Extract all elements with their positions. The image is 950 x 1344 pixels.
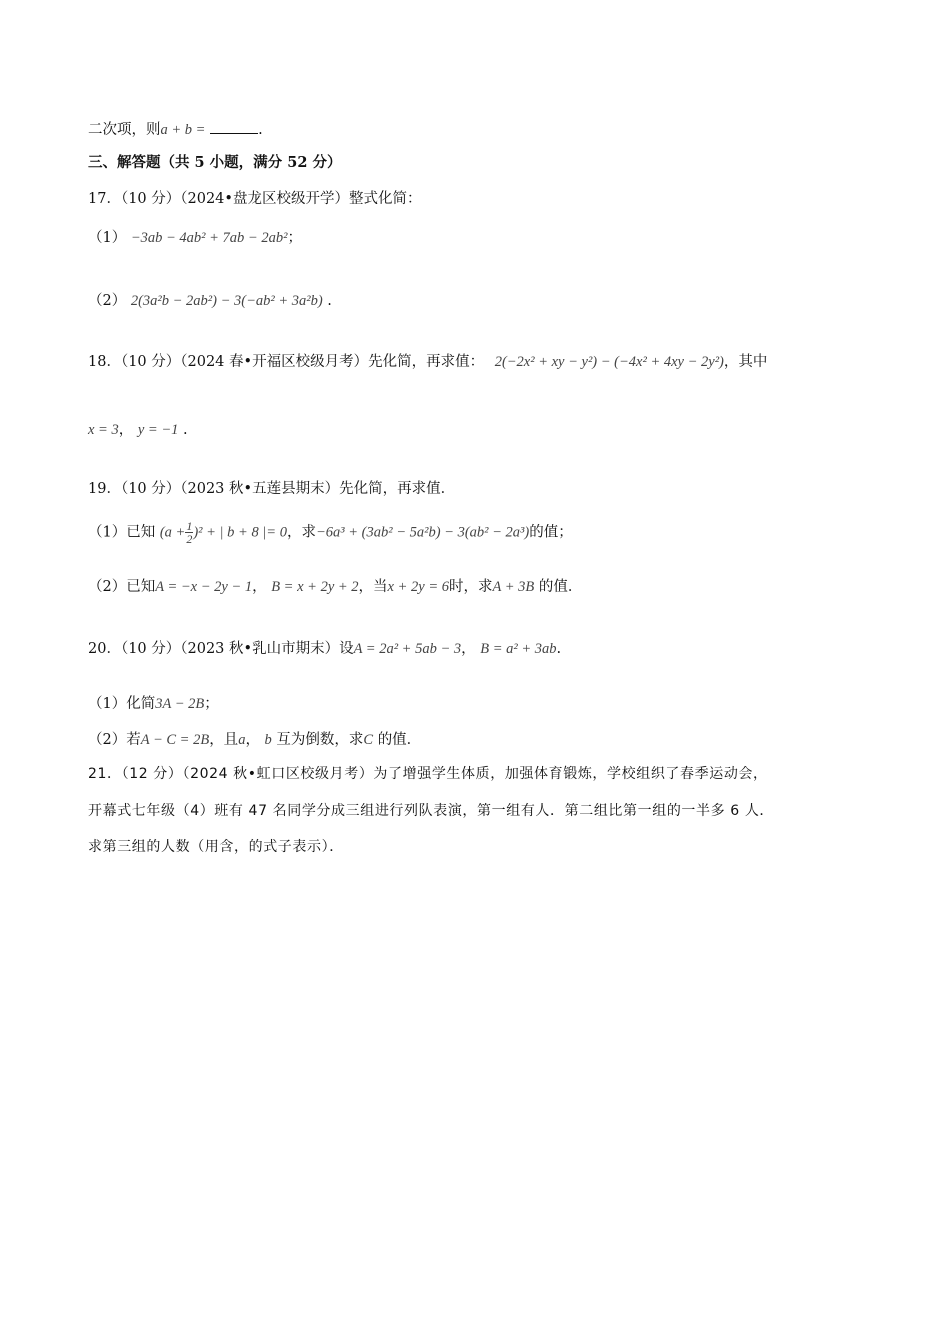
- q20-p2-a: a: [238, 732, 246, 748]
- q17-p2-label: （2）: [88, 293, 127, 309]
- intro-end: .: [258, 122, 263, 138]
- q20-p2-and: ，且: [209, 732, 239, 748]
- q20-head-line: [88, 637, 561, 658]
- q17-p2-end: .: [327, 293, 332, 309]
- q19-part1: [88, 520, 573, 545]
- q19-p1-cond-a: (a +: [159, 524, 186, 541]
- section-title: 三、解答题（共 5 小题，满分 52 分）: [88, 154, 342, 171]
- q20-p1-math: 3A − 2B: [155, 696, 205, 712]
- q19-p1-frac-num: 1: [186, 519, 193, 533]
- q20-p2-end: 的值．: [377, 732, 422, 748]
- q18-y-value: y = −1: [137, 422, 179, 438]
- q19-p1-label: （1）已知: [88, 524, 156, 541]
- q17-part2: [88, 289, 332, 310]
- q18-tail: ，其中: [723, 354, 768, 370]
- q19-p2-label: （2）已知: [88, 579, 156, 595]
- q19-p1-end: 的值；: [529, 524, 573, 541]
- q20-p2-C: C: [363, 732, 374, 748]
- q17-p2-math: 2(3a²b − 2ab²) − 3(−ab² + 3a²b): [130, 293, 323, 309]
- q18-head: 18．（10 分）（2024 春•开福区校级月考）先化简，再求值：: [88, 354, 485, 370]
- q19-p2-end: 的值．: [538, 579, 583, 595]
- q18-x-value: x = 3: [88, 422, 119, 438]
- q18-line1: [88, 350, 767, 371]
- q19-p1-expr: −6a³ + (3ab² − 5a²b) − 3(ab² − 2a³): [315, 524, 530, 541]
- q20-p1-label: （1）化简: [88, 696, 156, 712]
- q20-part2: [88, 728, 421, 749]
- q20-p2-b: b: [264, 732, 272, 748]
- q20-p2-label: （2）若: [88, 732, 141, 748]
- q18-line2: [88, 418, 188, 439]
- q17-part1: [88, 226, 302, 247]
- q19-head: 19．（10 分）（2023 秋•五莲县期末）先化简，再求值．: [88, 481, 456, 497]
- q19-p2-comma: ，: [252, 579, 267, 595]
- intro-line: [88, 118, 263, 139]
- q19-p2-then: 时，求: [449, 579, 493, 595]
- q18-end: .: [182, 422, 188, 438]
- q20-B: B = a² + 3ab: [480, 641, 557, 657]
- intro-text: 二次项，则: [88, 122, 161, 138]
- q18-expr: 2(−2x² + xy − y²) − (−4x² + 4xy − 2y²): [494, 354, 724, 370]
- q20-p2-comma: ，: [245, 732, 260, 748]
- q17-p1-label: （1）: [88, 230, 127, 246]
- q21-line2: 开幕式七年级（4）班有 47 名同学分成三组进行列队表演，第一组有人．第二组比第一组的一半多 6 人．: [88, 803, 775, 819]
- intro-math: a + b =: [160, 122, 206, 138]
- q20-p1-end: ；: [204, 696, 219, 712]
- q19-p1-frac-den: 2: [186, 532, 193, 546]
- q17-p1-end: ；: [287, 230, 302, 246]
- q19-p2-cond: x + 2y = 6: [387, 579, 449, 595]
- q19-p2-A: A = −x − 2y − 1: [155, 579, 253, 595]
- q20-A: A = 2a² + 5ab − 3: [353, 641, 462, 657]
- q19-part2: [88, 575, 582, 596]
- q20-end: .: [556, 641, 562, 657]
- q20-p2-mid: 互为倒数，求: [276, 732, 364, 748]
- q19-p2-target: A + 3B: [492, 579, 535, 595]
- q21-line3: 求第三组的人数（用含，的式子表示）．: [88, 839, 344, 855]
- q19-p2-B: B = x + 2y + 2: [271, 579, 359, 595]
- q20-comma: ，: [461, 641, 476, 657]
- q19-p1-mid: ，求: [286, 524, 316, 541]
- q21-line1: 21．（12 分）（2024 秋•虹口区校级月考）为了增强学生体质，加强体育锻炼，学校组织了春季运动会，: [88, 766, 768, 782]
- answer-blank: [210, 121, 258, 134]
- q20-head: 20．（10 分）（2023 秋•乳山市期末）设: [88, 641, 354, 657]
- q19-p2-when: ，当: [358, 579, 388, 595]
- q19-p1-cond-b: )² + | b + 8 |= 0: [193, 524, 287, 541]
- q20-p2-math: A − C = 2B: [140, 732, 210, 748]
- q18-comma: ，: [118, 422, 134, 438]
- q17-p1-math: −3ab − 4ab² + 7ab − 2ab²: [130, 230, 288, 246]
- q17-head: 17．（10 分）（2024•盘龙区校级开学）整式化简：: [88, 191, 422, 207]
- q20-part1: [88, 692, 219, 713]
